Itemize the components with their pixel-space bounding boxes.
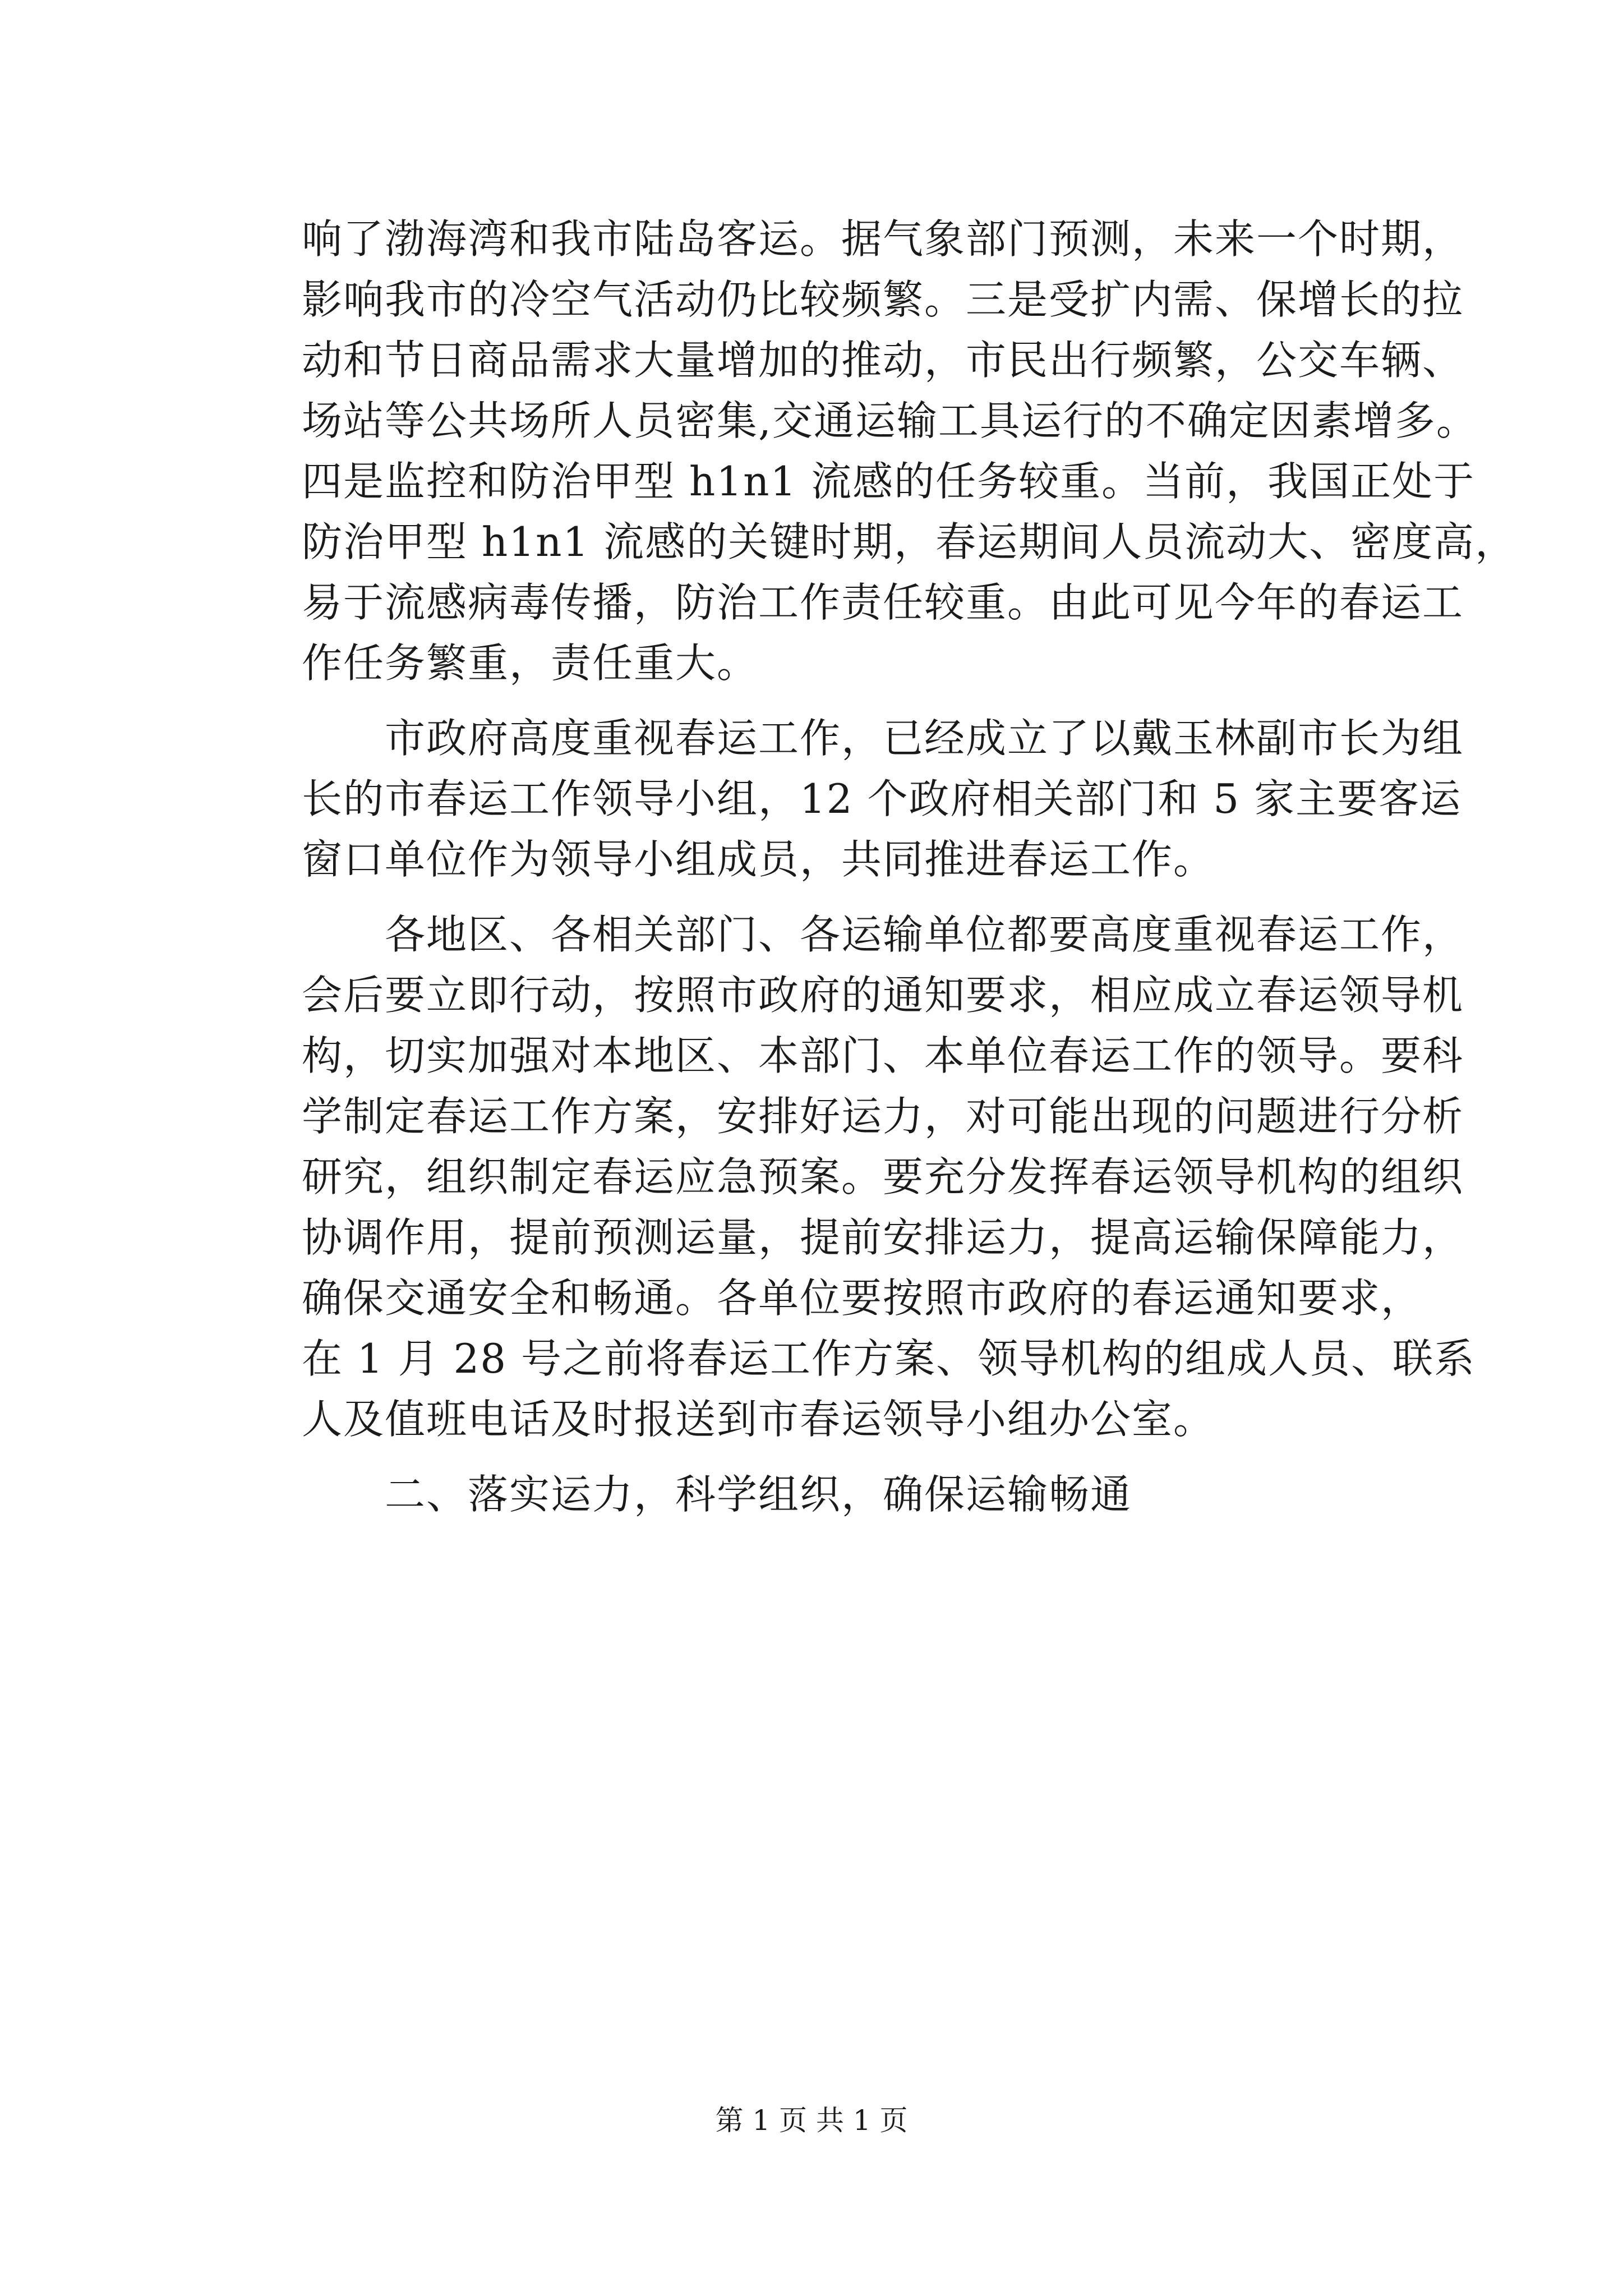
paragraph-spacing xyxy=(302,890,1412,904)
paragraph-leadership-group xyxy=(302,708,1464,890)
text-line: 人及值班电话及时报送到市春运领导小组办公室。 xyxy=(302,1396,1215,1443)
text-line: 场站等公共场所人员密集,交通运输工具运行的不确定因素增多。 xyxy=(302,397,1478,444)
paragraph-risk-factors xyxy=(302,209,1517,693)
text-line: 市政府高度重视春运工作，已经成立了以戴玉林副市长为组 xyxy=(302,715,1464,762)
paragraph-requirements xyxy=(302,904,1476,1450)
text-line: 会后要立即行动，按照市政府的通知要求，相应成立春运领导机 xyxy=(302,972,1464,1019)
text-line: 防治甲型 h1n1 流感的关键时期，春运期间人员流动大、密度高， xyxy=(302,518,1517,565)
text-line: 窗口单位作为领导小组成员，共同推进春运工作。 xyxy=(302,836,1215,883)
text-line: 各地区、各相关部门、各运输单位都要高度重视春运工作， xyxy=(302,911,1464,958)
text-line: 响了渤海湾和我市陆岛客运。据气象部门预测，未来一个时期， xyxy=(302,215,1464,263)
page-footer xyxy=(0,2098,1623,2138)
heading-line: 二、落实运力，科学组织，确保运输畅通 xyxy=(302,1471,1132,1518)
page-number-text: 第 1 页 共 1 页 xyxy=(715,2104,908,2137)
text-line: 学制定春运工作方案，安排好运力，对可能出现的问题进行分析 xyxy=(302,1093,1464,1140)
paragraph-spacing xyxy=(302,1450,1412,1464)
text-line: 长的市春运工作领导小组，12 个政府相关部门和 5 家主要客运 xyxy=(302,775,1462,822)
paragraph-spacing xyxy=(302,693,1412,708)
text-line: 协调作用，提前预测运量，提前安排运力，提高运输保障能力， xyxy=(302,1214,1464,1261)
text-line: 构，切实加强对本地区、本部门、本单位春运工作的领导。要科 xyxy=(302,1032,1464,1079)
text-line: 研究，组织制定春运应急预案。要充分发挥春运领导机构的组织 xyxy=(302,1153,1464,1200)
text-line: 四是监控和防治甲型 h1n1 流感的任务较重。当前，我国正处于 xyxy=(302,458,1476,505)
text-line: 作任务繁重，责任重大。 xyxy=(302,639,759,687)
text-line: 确保交通安全和畅通。各单位要按照市政府的春运通知要求， xyxy=(302,1274,1423,1322)
text-line: 易于流感病毒传播，防治工作责任较重。由此可见今年的春运工 xyxy=(302,579,1464,626)
text-line: 在 1 月 28 号之前将春运工作方案、领导机构的组成人员、联系 xyxy=(302,1335,1476,1382)
text-line: 影响我市的冷空气活动仍比较频繁。三是受扩内需、保增长的拉 xyxy=(302,276,1464,323)
document-body xyxy=(302,209,1517,1525)
section-heading xyxy=(302,1464,1412,1525)
text-line: 动和节日商品需求大量增加的推动，市民出行频繁，公交车辆、 xyxy=(302,337,1464,384)
